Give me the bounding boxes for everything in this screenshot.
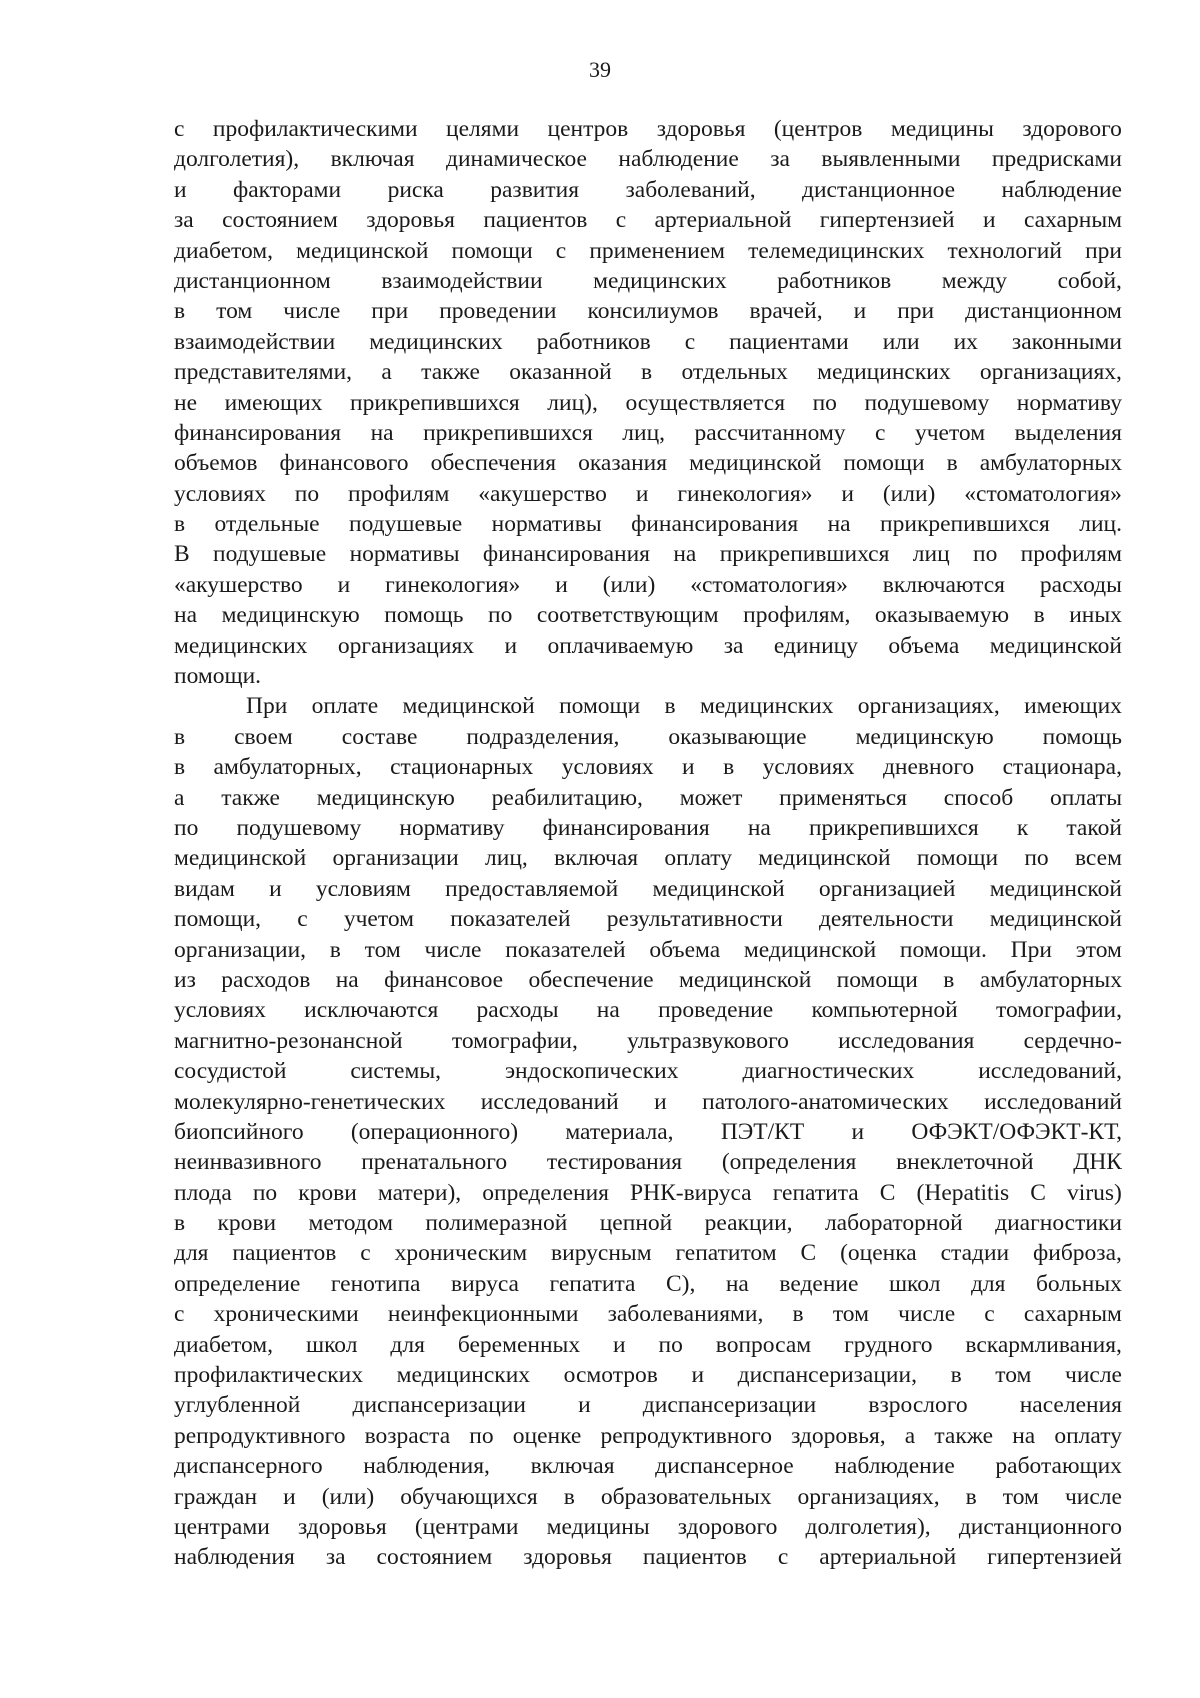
text-line: «акушерство и гинекология» и (или) «стоматология» включаются расходы bbox=[174, 571, 1122, 598]
text-line: из расходов на финансовое обеспечение медицинской помощи в амбулаторных bbox=[174, 966, 1122, 993]
text-line: наблюдения за состоянием здоровья пациентов с артериальной гипертензией bbox=[174, 1544, 1122, 1571]
text-line: дистанционном взаимодействии медицинских работников между собой, bbox=[174, 267, 1122, 294]
text-line: объемов финансового обеспечения оказания медицинской помощи в амбулаторных bbox=[174, 450, 1122, 477]
text-line: в отдельные подушевые нормативы финансирования на прикрепившихся лиц. bbox=[174, 511, 1122, 538]
text-line: и факторами риска развития заболеваний, дистанционное наблюдение bbox=[174, 176, 1122, 203]
text-line: с профилактическими целями центров здоровья (центров медицины здорового bbox=[174, 116, 1122, 142]
text-line: в амбулаторных, стационарных условиях и в условиях дневного стационара, bbox=[174, 754, 1122, 781]
text-line: При оплате медицинской помощи в медицинских организациях, имеющих bbox=[246, 693, 1122, 720]
text-line: с хроническими неинфекционными заболеваниями, в том числе с сахарным bbox=[174, 1301, 1122, 1328]
page-number: 39 bbox=[589, 57, 611, 82]
text-line: в своем составе подразделения, оказывающие медицинскую помощь bbox=[174, 723, 1122, 750]
text-line: углубленной диспансеризации и диспансеризации взрослого населения bbox=[174, 1392, 1122, 1419]
text-line: за состоянием здоровья пациентов с артериальной гипертензией и сахарным bbox=[174, 207, 1122, 234]
text-line: репродуктивного возраста по оценке репродуктивного здоровья, а также на оплату bbox=[174, 1422, 1122, 1449]
text-line: взаимодействии медицинских работников с пациентами или их законными bbox=[174, 328, 1122, 355]
text-line: помощи, с учетом показателей результативности деятельности медицинской bbox=[174, 906, 1122, 933]
text-line: не имеющих прикрепившихся лиц), осуществляется по подушевому нормативу bbox=[174, 389, 1122, 416]
text-line: представителями, а также оказанной в отдельных медицинских организациях, bbox=[174, 359, 1122, 386]
text-line: долголетия), включая динамическое наблюдение за выявленными предрисками bbox=[174, 146, 1122, 173]
text-line: неинвазивного пренатального тестирования (определения внеклеточной ДНК bbox=[174, 1149, 1122, 1176]
text-line: медицинских организациях и оплачиваемую за единицу объема медицинской bbox=[174, 632, 1122, 659]
text-line: медицинской организации лиц, включая оплату медицинской помощи по всем bbox=[174, 845, 1122, 872]
text-line: диспансерного наблюдения, включая диспансерное наблюдение работающих bbox=[174, 1453, 1122, 1480]
text-line: центрами здоровья (центрами медицины здорового долголетия), дистанционного bbox=[174, 1513, 1122, 1540]
text-line: в крови методом полимеразной цепной реакции, лабораторной диагностики bbox=[174, 1210, 1122, 1237]
text-line: по подушевому нормативу финансирования на прикрепившихся к такой bbox=[174, 814, 1122, 841]
text-line: диабетом, школ для беременных и по вопросам грудного вскармливания, bbox=[174, 1331, 1122, 1358]
text-line: видам и условиям предоставляемой медицинской организацией медицинской bbox=[174, 875, 1122, 902]
paragraph bbox=[174, 114, 1122, 691]
text-line: биопсийного (операционного) материала, ПЭТ/КТ и ОФЭКТ/ОФЭКТ-КТ, bbox=[174, 1118, 1122, 1145]
text-line: а также медицинскую реабилитацию, может применяться способ оплаты bbox=[174, 784, 1122, 811]
text-line: условиях по профилям «акушерство и гинекология» и (или) «стоматология» bbox=[174, 480, 1122, 507]
text-line: организации, в том числе показателей объема медицинской помощи. При этом bbox=[174, 936, 1122, 963]
text-line: для пациентов с хроническим вирусным гепатитом С (оценка стадии фиброза, bbox=[174, 1240, 1122, 1267]
text-line: в том числе при проведении консилиумов врачей, и при дистанционном bbox=[174, 298, 1122, 325]
text-line: диабетом, медицинской помощи с применением телемедицинских технологий при bbox=[174, 237, 1122, 264]
text-line: определение генотипа вируса гепатита С), на ведение школ для больных bbox=[174, 1270, 1122, 1297]
text-line: граждан и (или) обучающихся в образовательных организациях, в том числе bbox=[174, 1483, 1122, 1510]
paragraph bbox=[174, 691, 1122, 1572]
text-line: сосудистой системы, эндоскопических диагностических исследований, bbox=[174, 1058, 1122, 1085]
text-line: магнитно-резонансной томографии, ультразвукового исследования сердечно- bbox=[174, 1027, 1122, 1054]
text-line: условиях исключаются расходы на проведение компьютерной томографии, bbox=[174, 997, 1122, 1024]
text-line: молекулярно-генетических исследований и патолого-анатомических исследований bbox=[174, 1088, 1122, 1115]
text-line: плода по крови матери), определения РНК-вируса гепатита С (Hepatitis C virus) bbox=[174, 1179, 1122, 1206]
text-line: профилактических медицинских осмотров и диспансеризации, в том числе bbox=[174, 1362, 1122, 1389]
text-line: помощи. bbox=[174, 663, 262, 690]
text-line: на медицинскую помощь по соответствующим профилям, оказываемую в иных bbox=[174, 602, 1122, 629]
text-line: финансирования на прикрепившихся лиц, рассчитанному с учетом выделения bbox=[174, 419, 1122, 446]
text-line: В подушевые нормативы финансирования на прикрепившихся лиц по профилям bbox=[174, 541, 1122, 568]
document-body bbox=[174, 114, 1122, 1573]
